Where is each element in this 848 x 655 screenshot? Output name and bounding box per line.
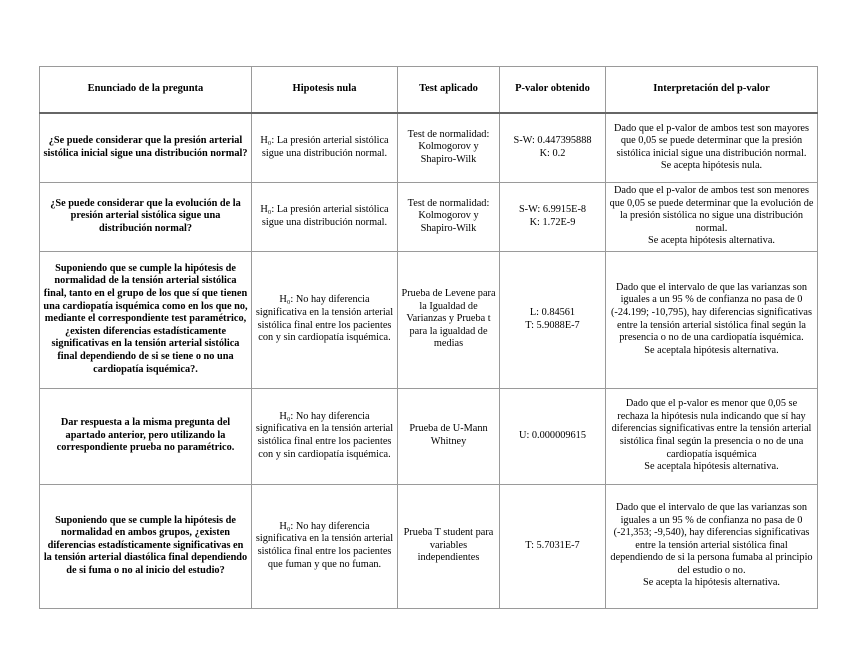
table-row: [40, 388, 818, 484]
pvalue-line: S-W: 6.9915E-8: [518, 203, 587, 215]
header-interpretation: Interpretación del p-valor: [606, 67, 818, 114]
interpretation-cell: [606, 182, 818, 251]
header-question: Enunciado de la pregunta: [40, 67, 252, 114]
header-pvalue: P-valor obtenido: [500, 67, 606, 114]
hypothesis-cell: H₀: La presión arterial sistólica sigue una distribución normal.: [252, 182, 398, 251]
interpretation-cell: [606, 484, 818, 608]
pvalue-cell: [500, 251, 606, 388]
interpretation-text: Dado que el intervalo de que las varianzas son iguales a un 95 % de confianza no pasa de 0 (-24.199; -10,795), hay diferencias significativas entre la tensión arterial sistólica final según la presencia o no de una cardiopatía isquémica.: [610, 281, 812, 344]
pvalue-line: K: 0.2: [539, 147, 566, 159]
pvalue-cell: [500, 484, 606, 608]
interpretation-cell: [606, 113, 818, 182]
question-cell: ¿Se puede considerar que la presión arterial sistólica inicial sigue una distribución normal?: [40, 113, 252, 182]
conclusion-text: Se aceptala hipótesis alternativa.: [644, 461, 779, 473]
interpretation-cell: [606, 251, 818, 388]
conclusion-text: Se acepta hipótesis alternativa.: [648, 235, 775, 247]
test-cell: Prueba de Levene para la Igualdad de Varianzas y Prueba t para la igualdad de medias: [398, 251, 500, 388]
conclusion-text: Se acepta la hipótesis alternativa.: [643, 577, 780, 589]
test-cell: Prueba T student para variables independientes: [398, 484, 500, 608]
hypothesis-cell: H₀: No hay diferencia significativa en la tensión arterial sistólica final entre los pacientes con y sin cardiopatía isquémica.: [252, 388, 398, 484]
pvalue-cell: [500, 388, 606, 484]
conclusion-text: Se acepta hipótesis nula.: [660, 160, 763, 172]
test-cell: Test de normalidad: Kolmogorov y Shapiro-Wilk: [398, 113, 500, 182]
hypothesis-cell: H₀: No hay diferencia significativa en la tensión arterial sistólica final entre los pacientes que fuman y que no fuman.: [252, 484, 398, 608]
header-test: Test aplicado: [398, 67, 500, 114]
pvalue-line: K: 1.72E-9: [529, 216, 576, 228]
pvalue-line: T: 5.7031E-7: [525, 539, 580, 551]
test-cell: Prueba de U-Mann Whitney: [398, 388, 500, 484]
question-cell: ¿Se puede considerar que la evolución de la presión arterial sistólica sigue una distribución normal?: [40, 182, 252, 251]
hypothesis-cell: H₀: No hay diferencia significativa en la tensión arterial sistólica final entre los pacientes con y sin cardiopatía isquémica.: [252, 251, 398, 388]
table-row: [40, 113, 818, 182]
header-row: [40, 67, 818, 114]
hypothesis-cell: H₀: La presión arterial sistólica sigue una distribución normal.: [252, 113, 398, 182]
interpretation-text: Dado que el intervalo de que las varianzas son iguales a un 95 % de confianza no pasa de 0 (-21,353; -9,540), hay diferencias significativas entre la tensión arterial sistólica final dependiendo de si la persona fumaba al principio del estudio o no.: [610, 501, 813, 576]
table-row: [40, 182, 818, 251]
header-hypothesis: Hipotesis nula: [252, 67, 398, 114]
interpretation-text: Dado que el p-valor de ambos test son mayores que 0,05 se puede determinar que la presión sistólica inicial sigue una distribución normal.: [613, 122, 810, 159]
conclusion-text: Se aceptala hipótesis alternativa.: [644, 344, 779, 356]
test-cell: Test de normalidad: Kolmogorov y Shapiro-Wilk: [398, 182, 500, 251]
pvalue-cell: [500, 113, 606, 182]
pvalue-line: T: 5.9088E-7: [525, 319, 580, 331]
table-row: [40, 251, 818, 388]
table-row: [40, 484, 818, 608]
interpretation-text: Dado que el p-valor es menor que 0,05 se rechaza la hipótesis nula indicando que sí hay diferencias significativas entre la tensión arterial sistólica final según la presencia o no de una cardiopatía isquémica: [611, 398, 812, 460]
interpretation-cell: [606, 388, 818, 484]
pvalue-cell: [500, 182, 606, 251]
results-table: [39, 66, 818, 609]
question-cell: Suponiendo que se cumple la hipótesis de normalidad en ambos grupos, ¿existen diferencias estadísticamente significativas en la tensión arterial diastólica final dependiendo de si fuma o no al inicio del estudio?: [40, 484, 252, 608]
question-cell: Dar respuesta a la misma pregunta del apartado anterior, pero utilizando la correspondiente prueba no paramétrico.: [40, 388, 252, 484]
question-cell: Suponiendo que se cumple la hipótesis de normalidad de la tensión arterial sistólica final, tanto en el grupo de los que sí que tienen una cardiopatía isquémica como en los que no, mediante el correspondiente test paramétrico, ¿existen diferencias estadísticamente significativas en la tensión arterial sistólica final dependiendo de si se tiene o no una cardiopatía isquémica?.: [40, 251, 252, 388]
pvalue-line: S-W: 0.447395888: [513, 135, 592, 147]
pvalue-line: U: 0.000009615: [519, 429, 586, 441]
interpretation-text: Dado que el p-valor de ambos test son menores que 0,05 se puede determinar que la evolución de la presión sistólica no sigue una distribución normal.: [609, 185, 814, 234]
pvalue-line: L: 0.84561: [529, 306, 576, 318]
